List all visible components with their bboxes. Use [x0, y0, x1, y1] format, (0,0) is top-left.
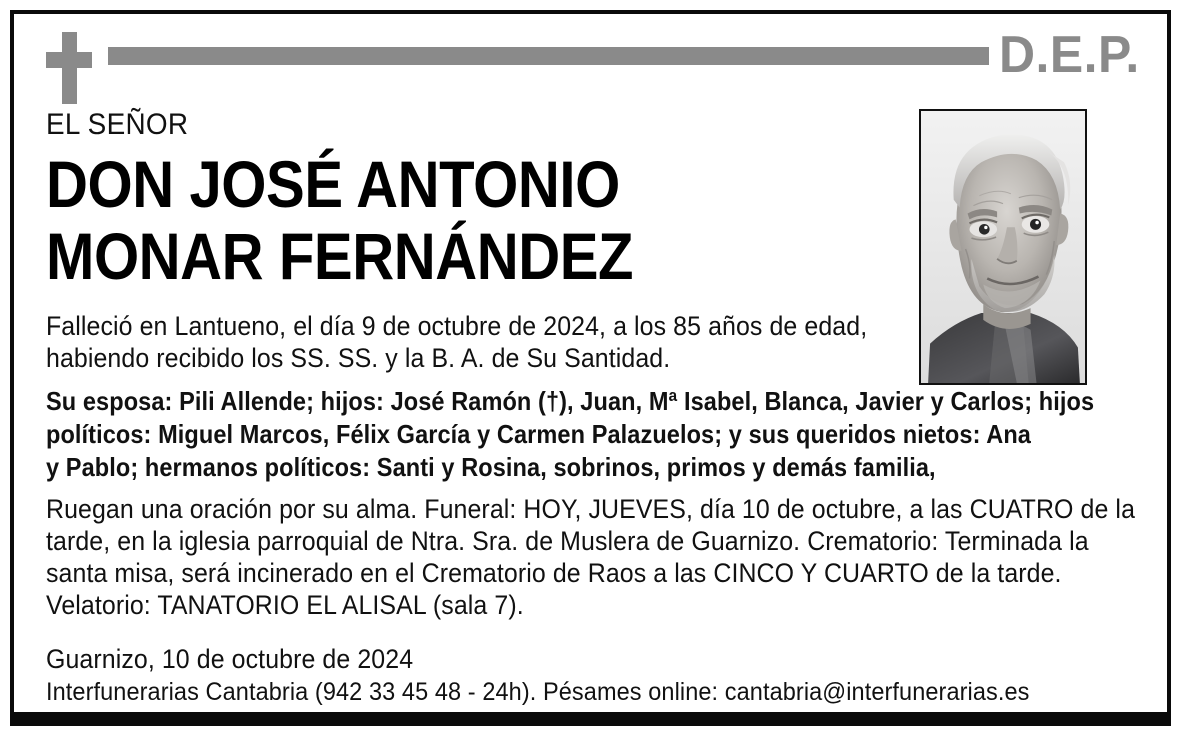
- surviving-family-line-2: políticos: Miguel Marcos, Félix García y Carmen Palazuelos; y sus queridos nietos: Ana: [46, 419, 1031, 449]
- cross-horizontal-bar: [46, 52, 92, 68]
- funeral-details-line-4: Velatorio: TANATORIO EL ALISAL (sala 7).: [46, 590, 524, 620]
- funeral-details-line-1: Ruegan una oración por su alma. Funeral: HOY, JUEVES, día 10 de octubre, a las CUATRO de la: [46, 494, 1136, 524]
- death-details-line-1: Falleció en Lantueno, el día 9 de octubre de 2024, a los 85 años de edad,: [46, 311, 868, 341]
- honorific-label: EL SEÑOR: [46, 108, 189, 141]
- surviving-family: [46, 385, 1096, 484]
- place-and-date-text: Guarnizo, 10 de octubre de 2024: [46, 644, 414, 674]
- text-column: [46, 108, 1136, 708]
- funeral-details: [46, 493, 1136, 621]
- rest-in-peace-label: D.E.P.: [999, 26, 1140, 84]
- deceased-name-line-2: MONAR FERNÁNDEZ: [46, 219, 634, 293]
- death-details-line-2: habiendo recibido los SS. SS. y la B. A. de Su Santidad.: [46, 343, 671, 373]
- notice-content: [14, 14, 1167, 712]
- border-bottom: [10, 712, 1171, 726]
- deceased-name: [46, 148, 1005, 292]
- latin-cross-icon: [46, 32, 92, 104]
- border-right: [1167, 10, 1171, 712]
- cross-vertical-bar: [62, 32, 77, 104]
- funeral-details-line-2: tarde, en la iglesia parroquial de Ntra. Sra. de Muslera de Guarnizo. Crematorio: Terminada la: [46, 526, 1089, 556]
- deceased-name-line-1: DON JOSÉ ANTONIO: [46, 147, 620, 221]
- funeral-agency-text: Interfunerarias Cantabria (942 33 45 48 - 24h). Pésames online: cantabria@interfunerarias.es: [46, 678, 1030, 706]
- funeral-agency-contact: [46, 677, 1136, 708]
- death-details: [46, 310, 1136, 374]
- funeral-details-line-3: santa misa, será incinerado en el Crematorio de Raos a las CINCO Y CUARTO de la tarde.: [46, 558, 1062, 588]
- header-rule: [108, 47, 989, 65]
- notice-header: [14, 14, 1167, 108]
- place-and-date: [46, 643, 1136, 675]
- surviving-family-line-1: Su esposa: Pili Allende; hijos: José Ramón (†), Juan, Mª Isabel, Blanca, Javier y Carlos; hijos: [46, 386, 1095, 416]
- surviving-family-line-3: y Pablo; hermanos políticos: Santi y Rosina, sobrinos, primos y demás familia,: [46, 452, 936, 482]
